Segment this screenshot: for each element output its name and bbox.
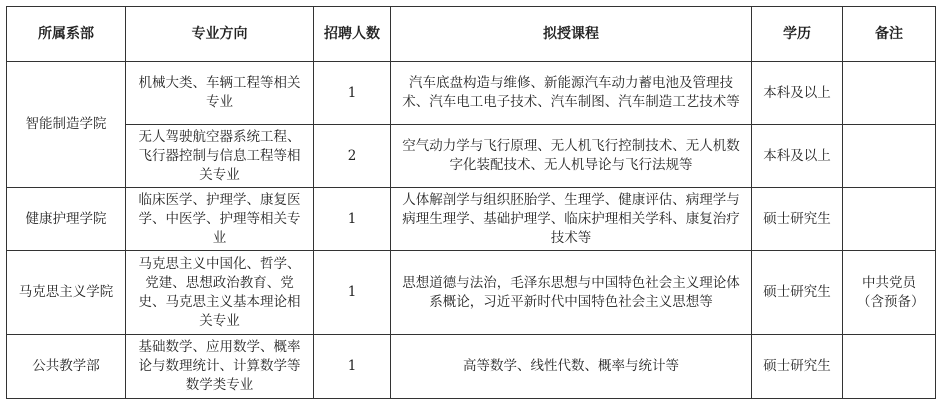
- education-cell: 硕士研究生: [752, 251, 843, 335]
- courses-cell: 汽车底盘构造与维修、新能源汽车动力蓄电池及管理技术、汽车电工电子技术、汽车制图、汽车制造工艺技术等: [391, 62, 752, 125]
- header-count: 招聘人数: [314, 7, 391, 62]
- dept-cell: 公共教学部: [7, 335, 126, 399]
- table-row: [7, 125, 936, 188]
- header-note: 备注: [843, 7, 936, 62]
- courses-cell: 空气动力学与飞行原理、无人机飞行控制技术、无人机数字化装配技术、无人机导论与飞行法规等: [391, 125, 752, 188]
- dept-cell: 马克思主义学院: [7, 251, 126, 335]
- header-major: 专业方向: [126, 7, 314, 62]
- note-cell: [843, 188, 936, 251]
- header-dept: 所属系部: [7, 7, 126, 62]
- note-cell: [843, 62, 936, 125]
- header-education: 学历: [752, 7, 843, 62]
- courses-cell: 思想道德与法治，毛泽东思想与中国特色社会主义理论体系概论，习近平新时代中国特色社会主义思想等: [391, 251, 752, 335]
- count-cell: 1: [314, 188, 391, 251]
- header-courses: 拟授课程: [391, 7, 752, 62]
- major-cell: 临床医学、护理学、康复医学、中医学、护理等相关专业: [126, 188, 314, 251]
- table-row: [7, 188, 936, 251]
- count-cell: 1: [314, 62, 391, 125]
- major-cell: 无人驾驶航空器系统工程、飞行器控制与信息工程等相关专业: [126, 125, 314, 188]
- count-cell: 1: [314, 251, 391, 335]
- education-cell: 硕士研究生: [752, 188, 843, 251]
- table-row: [7, 251, 936, 335]
- education-cell: 本科及以上: [752, 62, 843, 125]
- dept-cell: 健康护理学院: [7, 188, 126, 251]
- count-cell: 1: [314, 335, 391, 399]
- table-row: [7, 62, 936, 125]
- count-cell: 2: [314, 125, 391, 188]
- note-cell: [843, 125, 936, 188]
- note-cell: 中共党员（含预备）: [843, 251, 936, 335]
- dept-cell: 智能制造学院: [7, 62, 126, 188]
- table-header-row: [7, 7, 936, 62]
- table-row: [7, 335, 936, 399]
- courses-cell: 人体解剖学与组织胚胎学、生理学、健康评估、病理学与病理生理学、基础护理学、临床护理相关学科、康复治疗技术等: [391, 188, 752, 251]
- major-cell: 基础数学、应用数学、概率论与数理统计、计算数学等数学类专业: [126, 335, 314, 399]
- education-cell: 本科及以上: [752, 125, 843, 188]
- courses-cell: 高等数学、线性代数、概率与统计等: [391, 335, 752, 399]
- major-cell: 机械大类、车辆工程等相关专业: [126, 62, 314, 125]
- education-cell: 硕士研究生: [752, 335, 843, 399]
- note-cell: [843, 335, 936, 399]
- recruitment-table: [6, 6, 936, 399]
- major-cell: 马克思主义中国化、哲学、党建、思想政治教育、党史、马克思主义基本理论相关专业: [126, 251, 314, 335]
